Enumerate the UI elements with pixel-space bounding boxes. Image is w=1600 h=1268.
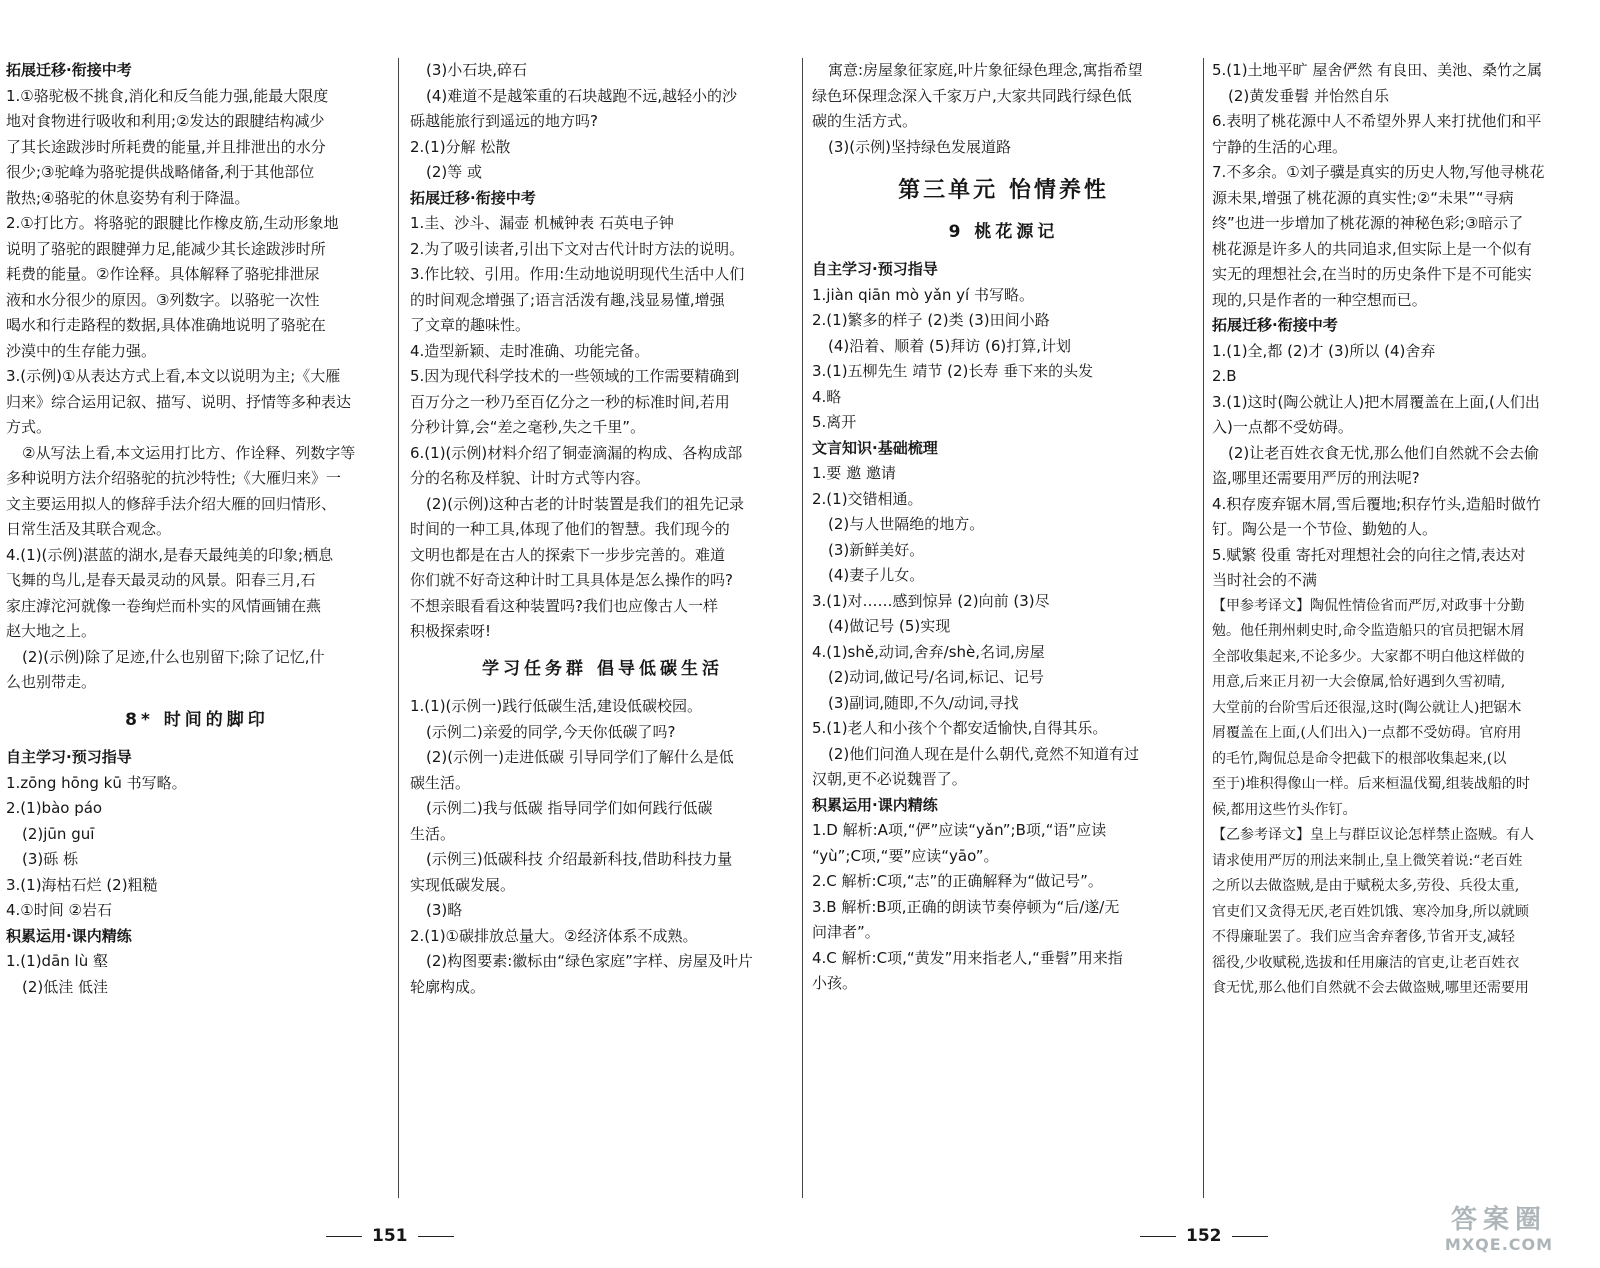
text-line: (示例二)我与低碳 指导同学们如何践行低碳 — [426, 799, 713, 817]
unit-title: 第三单元 怡情养性 — [898, 178, 1109, 203]
text-line: 了其长途跋涉时所耗费的能量,并且排泄出的水分 — [6, 137, 326, 156]
text-line: 屑覆盖在上面,(人们出入)一点都不受妨碍。官府用 — [1212, 725, 1522, 741]
text-line: 【甲参考译文】陶侃性情俭省而严厉,对政事十分勤 — [1212, 597, 1525, 614]
text-line: (3)(示例)坚持绿色发展道路 — [828, 137, 1011, 156]
text-line: 小孩。 — [812, 974, 858, 992]
text-line: (2)让老百姓衣食无忧,那么他们自然就不会去偷 — [1228, 443, 1540, 462]
text-line: 轮廓构成。 — [410, 977, 486, 996]
text-line: 4.(1)shě,动词,舍弃/shè,名词,房屋 — [812, 642, 1045, 661]
text-line: 液和水分很少的原因。③列数字。以骆驼一次性 — [6, 290, 320, 309]
column-4 — [1212, 58, 1596, 1208]
watermark-url: MXQE.COM — [1444, 1235, 1554, 1254]
text-line: 你们就不好奇这种计时工具具体是怎么操作的吗? — [410, 571, 733, 589]
text-line: 碳生活。 — [410, 773, 471, 792]
text-line: 飞舞的鸟儿,是春天最灵动的风景。阳春三月,石 — [6, 571, 316, 589]
text-line: 很少;③驼峰为骆驼提供战略储备,利于其他部位 — [6, 163, 315, 181]
text-line: 3.(1)五柳先生 靖节 (2)长寿 垂下来的头发 — [812, 362, 1094, 380]
text-line: 2.(1)①碳排放总量大。②经济体系不成熟。 — [410, 926, 698, 945]
text-line: 方式。 — [6, 418, 52, 436]
text-line: ②从写法上看,本文运用打比方、作诠释、列数字等 — [22, 443, 356, 462]
text-line: 了文章的趣味性。 — [410, 316, 531, 334]
text-line: 生活。 — [410, 824, 456, 843]
text-line: 百万分之一秒乃至百亿分之一秒的标准时间,若用 — [410, 392, 730, 411]
text-line: 2.(1)交错相通。 — [812, 489, 923, 508]
text-line: 文明也都是在古人的探索下一步步完善的。难道 — [410, 545, 726, 564]
text-line: 3.B 解析:B项,正确的朗读节奏停顿为“后/遂/无 — [812, 897, 1120, 916]
text-line: 时间的一种工具,体现了他们的智慧。我们现今的 — [410, 520, 730, 538]
text-line: 问津者”。 — [812, 923, 880, 941]
text-line: 5.(1)土地平旷 屋舍俨然 有良田、美池、桑竹之属 — [1212, 61, 1543, 79]
text-line: 3.(1)海枯石烂 (2)粗糙 — [6, 875, 158, 894]
text-line: 候,都用这些竹头作钉。 — [1212, 801, 1357, 818]
section-heading: 积累运用·课内精练 — [6, 926, 132, 945]
text-line: 入)一点都不受妨碍。 — [1212, 418, 1353, 436]
text-line: 盗,哪里还需要用严厉的刑法呢? — [1212, 469, 1420, 487]
text-line: 宁静的生活的心理。 — [1212, 137, 1348, 156]
text-line: 6.(1)(示例)材料介绍了铜壶滴漏的构成、各构成部 — [410, 443, 743, 462]
text-line: 1.(1)全,都 (2)才 (3)所以 (4)舍弃 — [1212, 341, 1436, 360]
text-line: (2)(示例)除了足迹,什么也别留下;除了记忆,什 — [22, 647, 325, 666]
text-line: 钉。陶公是一个节俭、勤勉的人。 — [1212, 520, 1438, 538]
text-line: 4.造型新颖、走时准确、功能完备。 — [410, 341, 650, 360]
text-line: 4.①时间 ②岩石 — [6, 901, 112, 919]
text-line: 3.(1)这时(陶公就让人)把木屑覆盖在上面,(人们出 — [1212, 392, 1540, 411]
text-line: 1.jiàn qiān mò yǎn yí 书写略。 — [812, 285, 1034, 304]
lesson-title: 学习任务群 倡导低碳生活 — [482, 658, 723, 679]
text-line: 1.圭、沙斗、漏壶 机械钟表 石英电子钟 — [410, 214, 674, 232]
text-line: 不得廉耻罢了。我们应当舍弃奢侈,节省开支,减轻 — [1212, 929, 1515, 945]
text-line: 全部收集起来,不论多少。大家都不明白他这样做的 — [1212, 648, 1525, 665]
section-heading: 自主学习·预习指导 — [6, 748, 132, 766]
text-line: 1.(1)dān lù 壑 — [6, 952, 108, 970]
lesson-title: 8* 时间的脚印 — [125, 709, 269, 730]
text-line: (4)做记号 (5)实现 — [828, 617, 951, 635]
text-line: 2.C 解析:C项,“志”的正确解释为“做记号”。 — [812, 872, 1103, 890]
column-3 — [812, 58, 1195, 1208]
text-line: 家庄滹沱河就像一卷绚烂而朴实的风情画铺在燕 — [6, 596, 322, 615]
section-heading: 拓展迁移·衔接中考 — [410, 188, 536, 207]
text-line: 积极探索呀! — [410, 622, 492, 640]
text-line: 桃花源是许多人的共同追求,但实际上是一个似有 — [1212, 239, 1532, 258]
text-line: 6.表明了桃花源中人不希望外界人来打扰他们和平 — [1212, 112, 1542, 130]
page-number-right-text: 152 — [1186, 1226, 1222, 1246]
text-line: 1.D 解析:A项,“俨”应读“yǎn”;B项,“语”应读 — [812, 821, 1107, 839]
text-line: (示例二)亲爱的同学,今天你低碳了吗? — [426, 722, 676, 741]
text-line: 实现低碳发展。 — [410, 875, 516, 894]
text-line: 地对食物进行吸收和利用;②发达的跟腱结构减少 — [6, 112, 325, 130]
column-divider — [1203, 58, 1204, 1198]
text-line: 现的,只是作者的一种空想而已。 — [1212, 290, 1427, 309]
watermark-text: 答案圈 — [1450, 1205, 1547, 1235]
text-line: 1.zōng hōng kū 书写略。 — [6, 773, 187, 792]
text-line: 绿色环保理念深入千家万户,大家共同践行绿色低 — [812, 86, 1132, 105]
text-line: 4.略 — [812, 387, 842, 406]
text-line: 碳的生活方式。 — [812, 112, 918, 130]
text-line: 5.赋繁 役重 寄托对理想社会的向往之情,表达对 — [1212, 545, 1526, 564]
text-line: 多种说明方法介绍骆驼的抗沙特性;《大雁归来》一 — [6, 469, 342, 487]
text-line: 5.(1)老人和小孩个个都安适愉快,自得其乐。 — [812, 719, 1108, 737]
text-line: 勉。他任荆州刺史时,命令监造船只的官员把锯木屑 — [1212, 623, 1525, 639]
section-heading: 文言知识·基础梳理 — [812, 438, 938, 457]
text-line: 实无的理想社会,在当时的历史条件下是不可能实 — [1212, 265, 1532, 283]
text-line: (2)(示例)这种古老的计时装置是我们的祖先记录 — [426, 494, 744, 513]
text-line: 4.C 解析:C项,“黄发”用来指老人,“垂髫”用来指 — [812, 948, 1123, 967]
text-line: 2.(1)繁多的样子 (2)类 (3)田间小路 — [812, 311, 1050, 329]
text-line: 3.(示例)①从表达方式上看,本文以说明为主;《大雁 — [6, 367, 341, 385]
text-line: 用意,后来正月初一大会僚属,恰好遇到久雪初晴, — [1212, 674, 1506, 690]
text-line: 1.要 邀 邀请 — [812, 464, 896, 482]
text-line: 终”也进一步增加了桃花源的神秘色彩;③暗示了 — [1212, 214, 1524, 232]
text-line: 3.作比较、引用。作用:生动地说明现代生活中人们 — [410, 265, 745, 283]
text-line: “yù”;C项,“要”应读“yāo”。 — [812, 846, 999, 865]
text-line: (3)新鲜美好。 — [828, 540, 925, 559]
text-line: 的时间观念增强了;语言活泼有趣,浅显易懂,增强 — [410, 290, 725, 309]
text-line: 耗费的能量。②作诠释。具体解释了骆驼排泄尿 — [6, 265, 320, 283]
text-line: 大堂前的台阶雪后还很湿,这时(陶公就让人)把锯木 — [1212, 699, 1522, 716]
text-line: (2)(示例一)走进低碳 引导同学们了解什么是低 — [426, 748, 734, 766]
text-line: 散热;④骆驼的休息姿势有利于降温。 — [6, 188, 250, 207]
text-line: (4)难道不是越笨重的石块越跑不远,越轻小的沙 — [426, 86, 738, 105]
text-line: (2)动词,做记号/名词,标记、记号 — [828, 668, 1044, 686]
section-heading: 拓展迁移·衔接中考 — [6, 61, 132, 79]
text-line: 3.(1)对……感到惊异 (2)向前 (3)尽 — [812, 591, 1050, 610]
text-line: 源未果,增强了桃花源的真实性;②“未果”“寻病 — [1212, 188, 1514, 207]
text-line: 1.①骆驼极不挑食,消化和反刍能力强,能最大限度 — [6, 86, 329, 105]
text-line: 之所以去做盗贼,是由于赋税太多,劳役、兵役太重, — [1212, 878, 1520, 894]
text-line: 沙漠中的生存能力强。 — [6, 341, 157, 360]
text-line: 归来》综合运用记叙、描写、说明、抒情等多种表达 — [6, 392, 352, 411]
column-2 — [410, 58, 795, 1208]
text-line: (2)jūn guī — [22, 824, 95, 843]
text-line: 说明了骆驼的跟腱弹力足,能减少其长途跋涉时所 — [6, 239, 326, 258]
text-line: (2)构图要素:徽标由“绿色家庭”字样、房屋及叶片 — [426, 952, 753, 970]
text-line: 的毛竹,陶侃总是命令把截下的根部收集起来,(以 — [1212, 750, 1507, 767]
text-line: 5.因为现代科学技术的一些领域的工作需要精确到 — [410, 367, 740, 385]
page-number-left — [316, 1226, 464, 1246]
column-divider — [802, 58, 803, 1198]
text-line: 请求使用严厉的刑法来制止,皇上微笑着说:“老百姓 — [1212, 852, 1523, 869]
section-heading: 积累运用·课内精练 — [812, 795, 938, 814]
watermark-logo — [1410, 1200, 1588, 1260]
text-line: (示例三)低碳科技 介绍最新科技,借助科技力量 — [426, 850, 733, 868]
column-divider — [398, 58, 399, 1198]
text-line: 2.(1)bào páo — [6, 799, 103, 817]
text-line: 寓意:房屋象征家庭,叶片象征绿色理念,寓指希望 — [828, 61, 1143, 79]
section-heading: 自主学习·预习指导 — [812, 260, 938, 278]
text-line: 汉朝,更不必说魏晋了。 — [812, 770, 967, 788]
text-line: (4)妻子儿女。 — [828, 566, 925, 584]
text-line: 赵大地之上。 — [6, 622, 97, 640]
page-number-left-text: 151 — [372, 1226, 408, 1246]
text-line: 2.(1)分解 松散 — [410, 137, 511, 156]
text-line: 至于)堆积得像山一样。后来桓温伐蜀,组装战船的时 — [1212, 776, 1530, 792]
text-line: 官吏们又贪得无厌,老百姓饥饿、寒冷加身,所以就顾 — [1212, 903, 1529, 920]
text-line: 4.(1)(示例)湛蓝的湖水,是春天最纯美的印象;栖息 — [6, 545, 334, 564]
text-line: 7.不多余。①刘子骥是真实的历史人物,写他寻桃花 — [1212, 163, 1545, 181]
text-line: 不想亲眼看看这种装置吗?我们也应像古人一样 — [410, 596, 718, 615]
text-line: 2.B — [1212, 367, 1237, 385]
text-line: 砾越能旅行到遥远的地方吗? — [410, 112, 598, 130]
text-line: 食无忧,那么他们自然就不会去做盗贼,哪里还需要用 — [1212, 980, 1529, 996]
text-line: 5.离开 — [812, 413, 857, 431]
text-line: 分秒计算,会“差之毫秒,失之千里”。 — [410, 418, 646, 436]
text-line: 日常生活及其联合观念。 — [6, 520, 172, 538]
text-line: 1.(1)(示例一)践行低碳生活,建设低碳校园。 — [410, 697, 703, 715]
text-line: 2.为了吸引读者,引出下文对古代计时方法的说明。 — [410, 239, 745, 258]
text-line: (2)与人世隔绝的地方。 — [828, 515, 985, 533]
text-line: (2)等 或 — [426, 163, 483, 181]
lesson-title: 9 桃花源记 — [948, 221, 1059, 242]
text-line: 文主要运用拟人的修辞手法介绍大雁的回归情形、 — [6, 494, 337, 513]
text-line: (3)副词,随即,不久/动词,寻找 — [828, 693, 1019, 712]
text-line: 分的名称及样貌、计时方式等内容。 — [410, 469, 651, 487]
text-line: 【乙参考译文】皇上与群臣议论怎样禁止盗贼。有人 — [1212, 827, 1534, 843]
text-line: 么也别带走。 — [6, 673, 97, 691]
text-line: 当时社会的不满 — [1212, 571, 1318, 589]
text-line: 喝水和行走路程的数据,具体准确地说明了骆驼在 — [6, 316, 326, 334]
page-number-right — [1130, 1226, 1278, 1246]
text-line: 徭役,少收赋税,选拔和任用廉洁的官吏,让老百姓衣 — [1212, 954, 1520, 971]
text-line: (3)砾 栎 — [22, 850, 79, 868]
text-line: (3)略 — [426, 901, 463, 919]
text-line: (2)黄发垂髫 并怡然自乐 — [1228, 86, 1390, 105]
text-line: (2)低洼 低洼 — [22, 977, 109, 996]
text-line: 4.积存废弃锯木屑,雪后覆地;积存竹头,造船时做竹 — [1212, 494, 1541, 513]
text-line: (4)沿着、顺着 (5)拜访 (6)打算,计划 — [828, 336, 1072, 355]
text-line: (2)他们问渔人现在是什么朝代,竟然不知道有过 — [828, 744, 1140, 763]
text-line: (3)小石块,碎石 — [426, 61, 528, 79]
section-heading: 拓展迁移·衔接中考 — [1212, 316, 1338, 334]
column-1 — [6, 58, 388, 1208]
text-line: 2.①打比方。将骆驼的跟腱比作橡皮筋,生动形象地 — [6, 214, 339, 232]
